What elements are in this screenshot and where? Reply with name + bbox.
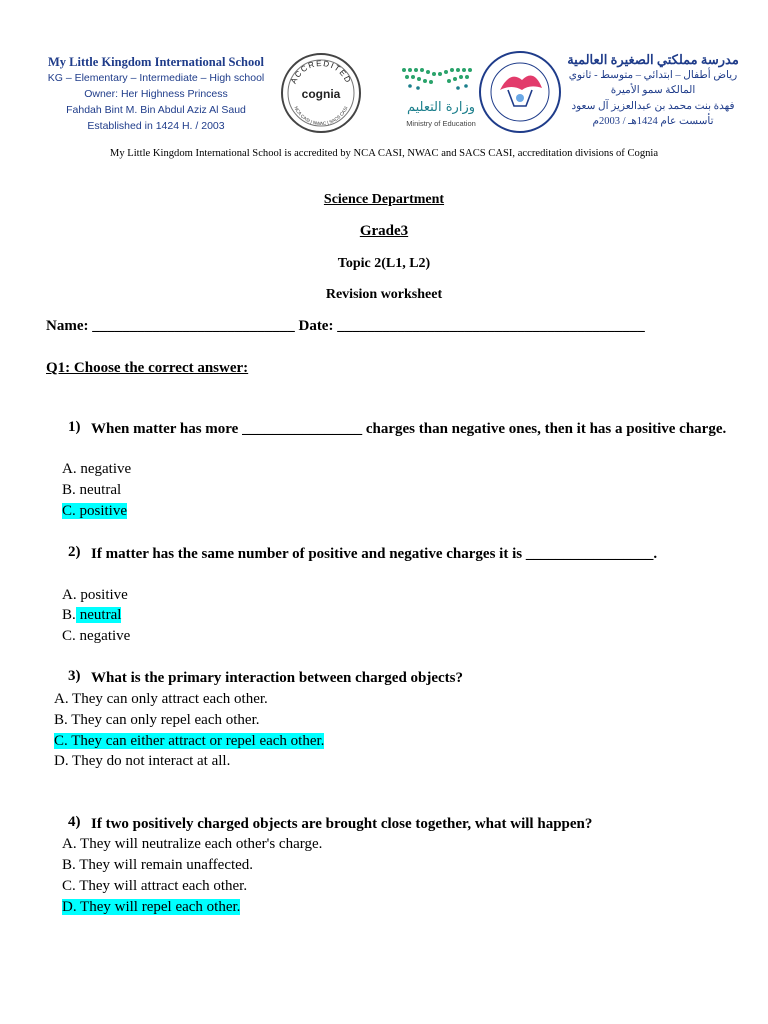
question-number: 2) [68, 544, 81, 560]
grade-title: Grade3 [359, 223, 409, 239]
name-date-row [46, 318, 645, 335]
school-info-line-ar: تأسست عام 1424هـ / 2003م [592, 116, 714, 127]
question-number: 1) [68, 419, 81, 435]
question-number: 4) [68, 814, 81, 830]
answer-option[interactable]: D. They do not interact at all. [54, 753, 231, 769]
school-info-line: Owner: Her Highness Princess [84, 88, 228, 100]
cognia-seal-logo [280, 52, 362, 134]
ministry-name-ar: وزارة التعليم [406, 100, 476, 115]
answer-option[interactable]: A. negative [62, 461, 132, 477]
school-info-line-ar: رياض أطفال – ابتدائي – متوسط - ثانوي [568, 69, 738, 81]
seal-top-text: ACCREDITED [288, 58, 354, 86]
answer-option-correct[interactable]: neutral [76, 607, 122, 623]
answer-option[interactable]: B. They will remain unaffected. [62, 857, 254, 873]
school-info-line: KG – Elementary – Intermediate – High school [47, 72, 265, 84]
school-info-line-ar: المالكة سمو الأميرة [610, 85, 696, 96]
section-heading: Q1: Choose the correct answer: [46, 360, 249, 376]
school-header-ar [558, 52, 748, 130]
school-kingdom-logo [478, 50, 562, 134]
name-field[interactable]: ___________________________ [92, 318, 295, 334]
seal-brand-text: cognia [301, 87, 341, 101]
accreditation-note: My Little Kingdom International School is accredited by NCA CASI, NWAC and SACS CASI, accreditation divisions of Cognia [109, 148, 659, 159]
department-title: Science Department [323, 192, 445, 207]
question-text: What is the primary interaction between charged objects? [91, 670, 464, 686]
school-name-en: My Little Kingdom International School [48, 55, 264, 69]
date-field[interactable]: _________________________________________ [337, 318, 645, 334]
question-number: 3) [68, 668, 81, 684]
answer-option-correct[interactable]: C. positive [62, 503, 128, 519]
school-info-line: Fahdah Bint M. Bin Abdul Aziz Al Saud [66, 104, 246, 116]
answer-option[interactable]: C. They will attract each other. [62, 878, 248, 894]
school-info-line: Established in 1424 H. / 2003 [87, 120, 225, 132]
answer-option[interactable]: A. They can only attract each other. [54, 691, 268, 707]
answer-option[interactable]: A. positive [62, 587, 128, 603]
answer-option[interactable]: B. neutral [62, 482, 122, 498]
topic-title: Topic 2(L1, L2) [337, 256, 431, 271]
seal-bottom-text: NCA CASI | NWAC | SACS CASI [293, 105, 349, 127]
question-text: If two positively charged objects are brought close together, what will happen? [91, 816, 593, 832]
school-name-ar: مدرسة مملكتي الصغيرة العالمية [567, 52, 739, 67]
question-text: When matter has more ________________ charges than negative ones, then it has a positive charge. [91, 421, 727, 437]
question-text: If matter has the same number of positive and negative charges it is _________________. [91, 546, 658, 562]
answer-option[interactable]: A. They will neutralize each other's charge. [62, 836, 323, 852]
answer-option[interactable]: C. negative [62, 628, 131, 644]
school-info-line-ar: فهدة بنت محمد بن عبدالعزيز آل سعود [571, 100, 735, 112]
answer-option-letter[interactable]: B. [62, 607, 76, 623]
ministry-name-en: Ministry of Education [406, 119, 476, 128]
worksheet-title: Revision worksheet [325, 287, 443, 302]
school-header-en [30, 54, 282, 134]
answer-option-correct[interactable]: D. They will repel each other. [62, 899, 241, 915]
date-label: Date: [298, 318, 334, 334]
name-label: Name: [46, 318, 89, 334]
answer-option-correct[interactable]: C. They can either attract or repel each other. [54, 733, 325, 749]
ministry-of-education-logo [398, 64, 484, 134]
answer-option[interactable]: B. They can only repel each other. [54, 712, 260, 728]
